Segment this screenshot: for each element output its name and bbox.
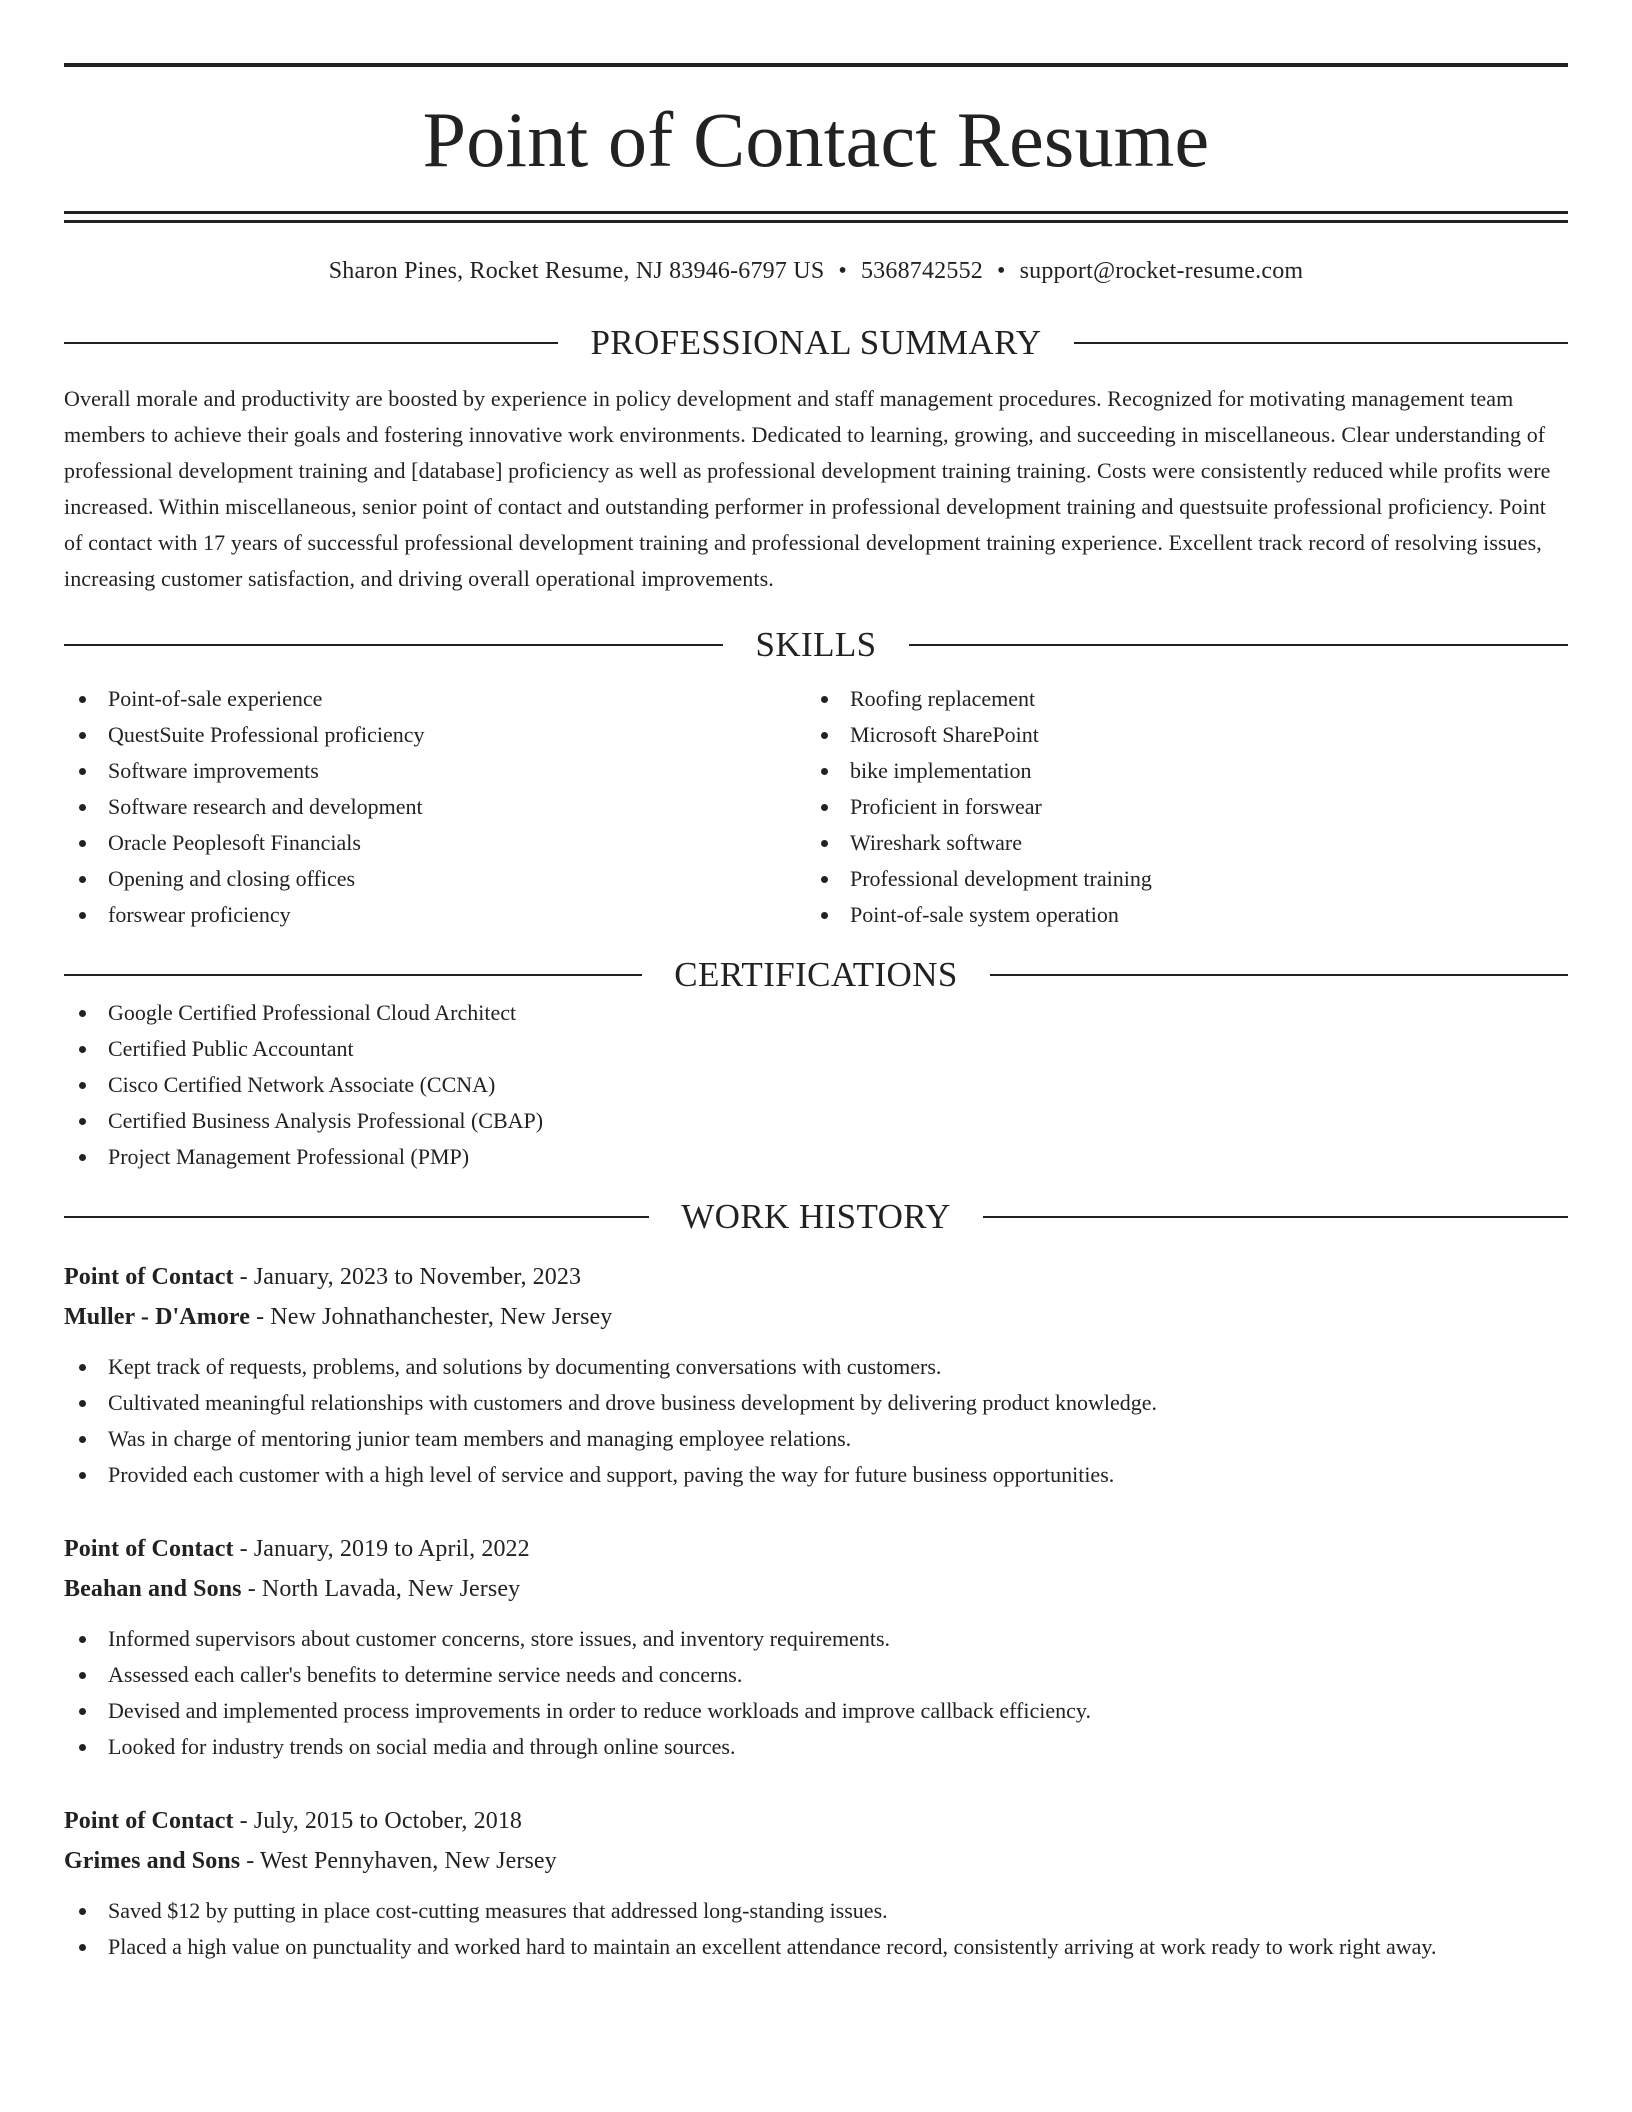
skill-item: Opening and closing offices <box>64 861 806 897</box>
job-role: Point of Contact <box>64 1536 234 1562</box>
resume-page <box>64 0 1568 1965</box>
skill-item: Professional development training <box>806 861 1548 897</box>
heading-rule <box>983 1216 1568 1218</box>
job-duties <box>64 1621 1568 1765</box>
skill-item: Oracle Peoplesoft Financials <box>64 825 806 861</box>
job-company: Muller - D'Amore <box>64 1304 250 1330</box>
certification-item: Cisco Certified Network Associate (CCNA) <box>64 1067 1568 1103</box>
job-dates: - July, 2015 to October, 2018 <box>233 1808 523 1834</box>
contact-separator: • <box>996 258 1006 284</box>
job-duty-item: Cultivated meaningful relationships with customers and drove business development by delivering product knowledge. <box>64 1385 1568 1421</box>
job-duty-item: Looked for industry trends on social media and through online sources. <box>64 1729 1568 1765</box>
job-role-line <box>64 1257 1568 1297</box>
job-role: Point of Contact <box>64 1264 234 1290</box>
job-duty-item: Saved $12 by putting in place cost-cutting measures that addressed long-standing issues. <box>64 1893 1568 1929</box>
contact-email: support@rocket-resume.com <box>1019 258 1304 284</box>
job-entry <box>64 1529 1568 1765</box>
skill-item: Software research and development <box>64 789 806 825</box>
heading-rule <box>64 1216 649 1218</box>
title-double-rule <box>64 211 1568 223</box>
job-role-line <box>64 1801 1568 1841</box>
job-company: Beahan and Sons <box>64 1576 242 1602</box>
heading-rule <box>1074 342 1568 344</box>
job-role: Point of Contact <box>64 1808 234 1834</box>
certification-item: Project Management Professional (PMP) <box>64 1139 1568 1175</box>
contact-line <box>64 256 1568 286</box>
top-rule <box>64 63 1568 67</box>
job-company: Grimes and Sons <box>64 1848 241 1874</box>
skill-item: Point-of-sale system operation <box>806 897 1548 933</box>
job-duty-item: Informed supervisors about customer concerns, store issues, and inventory requirements. <box>64 1621 1568 1657</box>
certifications-list <box>64 995 1568 1175</box>
contact-address: Sharon Pines, Rocket Resume, NJ 83946-6797 US <box>328 258 825 284</box>
job-entry <box>64 1257 1568 1493</box>
heading-rule <box>909 644 1568 646</box>
section-heading-work-history <box>64 1197 1568 1237</box>
skill-item: Wireshark software <box>806 825 1548 861</box>
job-company-line <box>64 1297 1568 1337</box>
job-location: - New Johnathanchester, New Jersey <box>250 1304 613 1330</box>
job-duty-item: Kept track of requests, problems, and solutions by documenting conversations with customers. <box>64 1349 1568 1385</box>
job-duties <box>64 1349 1568 1493</box>
skill-item: Roofing replacement <box>806 681 1548 717</box>
certification-item: Google Certified Professional Cloud Architect <box>64 995 1568 1031</box>
skill-item: Software improvements <box>64 753 806 789</box>
section-heading-certifications <box>64 955 1568 995</box>
certification-item: Certified Public Accountant <box>64 1031 1568 1067</box>
heading-rule <box>64 974 642 976</box>
job-duties <box>64 1893 1568 1965</box>
section-title: WORK HISTORY <box>681 1197 951 1236</box>
section-title: SKILLS <box>755 625 877 664</box>
skill-item: Microsoft SharePoint <box>806 717 1548 753</box>
skills-grid <box>64 681 1568 933</box>
skill-item: forswear proficiency <box>64 897 806 933</box>
job-location: - West Pennyhaven, New Jersey <box>240 1848 557 1874</box>
contact-separator: • <box>838 258 847 284</box>
certification-item: Certified Business Analysis Professional (CBAP) <box>64 1103 1568 1139</box>
job-company-line <box>64 1841 1568 1881</box>
job-duty-item: Placed a high value on punctuality and worked hard to maintain an excellent attendance record, consistently arriving at work ready to work right away. <box>64 1929 1568 1965</box>
job-dates: - January, 2023 to November, 2023 <box>233 1264 582 1290</box>
page-title: Point of Contact Resume <box>422 96 1210 183</box>
skill-item: bike implementation <box>806 753 1548 789</box>
section-title: PROFESSIONAL SUMMARY <box>590 323 1042 362</box>
job-duty-item: Provided each customer with a high level of service and support, paving the way for future business opportunities. <box>64 1457 1568 1493</box>
skill-item: Proficient in forswear <box>806 789 1548 825</box>
job-duty-item: Was in charge of mentoring junior team members and managing employee relations. <box>64 1421 1568 1457</box>
job-duty-item: Devised and implemented process improvements in order to reduce workloads and improve callback efficiency. <box>64 1693 1568 1729</box>
heading-rule <box>64 342 558 344</box>
job-entry <box>64 1801 1568 1965</box>
summary-paragraph: Overall morale and productivity are boosted by experience in policy development and staff management procedures. Recognized for motivating management team members to achieve their goals and fostering innovative work environments. Dedicated to learning, growing, and succeeding in miscellaneous. Clear understanding of professional development training and [database] proficiency as well as professional development training training. Costs were consistently reduced while profits were increased. Within miscellaneous, senior point of contact and outstanding performer in professional development training and questsuite professional proficiency. Point of contact with 17 years of successful professional development training and professional development training experience. Excellent track record of resolving issues, increasing customer satisfaction, and driving overall operational improvements. <box>64 386 1551 591</box>
section-title: CERTIFICATIONS <box>674 955 958 994</box>
heading-rule <box>64 644 723 646</box>
job-dates: - January, 2019 to April, 2022 <box>233 1536 530 1562</box>
job-company-line <box>64 1569 1568 1609</box>
job-role-line <box>64 1529 1568 1569</box>
section-heading-summary <box>64 323 1568 363</box>
job-duty-item: Assessed each caller's benefits to determine service needs and concerns. <box>64 1657 1568 1693</box>
contact-phone: 5368742552 <box>860 258 983 284</box>
section-heading-skills <box>64 625 1568 665</box>
skills-column-left <box>64 681 806 933</box>
job-location: - North Lavada, New Jersey <box>241 1576 521 1602</box>
heading-rule <box>990 974 1568 976</box>
skill-item: QuestSuite Professional proficiency <box>64 717 806 753</box>
skill-item: Point-of-sale experience <box>64 681 806 717</box>
skills-column-right <box>806 681 1548 933</box>
